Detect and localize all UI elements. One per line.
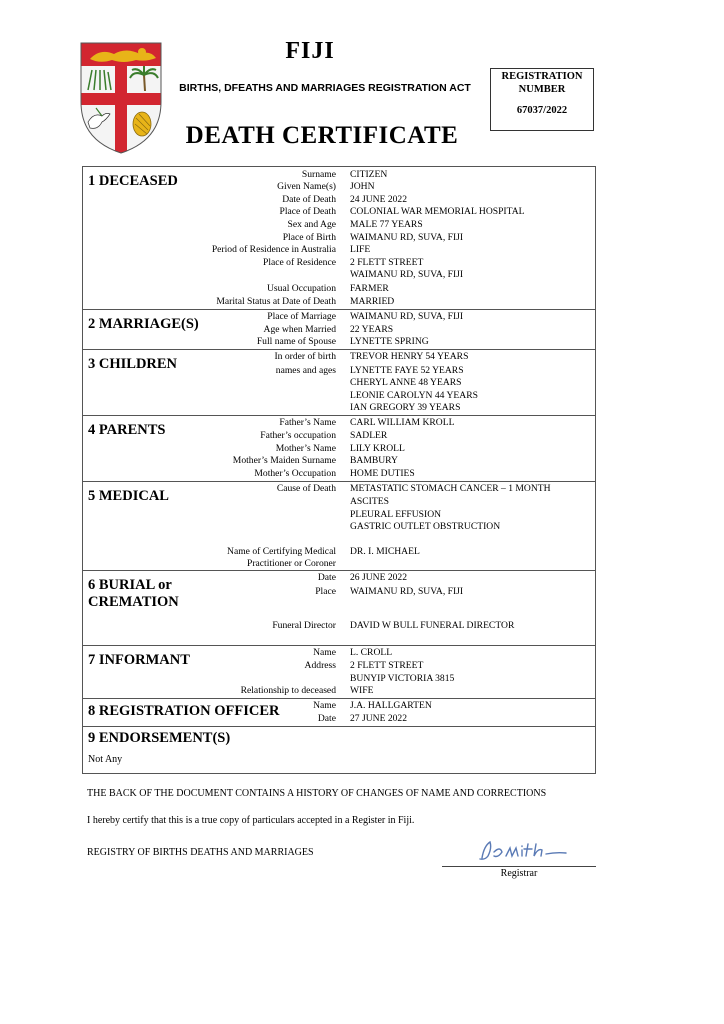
- field-label: Practitioner or Coroner: [247, 558, 336, 570]
- registration-label-line1: REGISTRATION: [501, 71, 583, 82]
- field-label: Father’s occupation: [260, 430, 336, 441]
- section-endorsements: [83, 727, 595, 773]
- field-value: FARMER: [350, 283, 389, 294]
- field-value: METASTATIC STOMACH CANCER – 1 MONTH: [350, 483, 551, 494]
- field-label: Place of Residence: [263, 256, 336, 268]
- field-label: Name: [313, 647, 336, 658]
- field-label: Surname: [301, 168, 336, 180]
- field-value: GASTRIC OUTLET OBSTRUCTION: [350, 521, 501, 533]
- field-label: Age when Married: [263, 323, 336, 335]
- field-label: Place of Marriage: [267, 311, 336, 322]
- certification-statement: I hereby certify that this is a true copy of particulars accepted in a Register in Fiji.: [87, 815, 415, 826]
- field-label: Mother’s Occupation: [254, 467, 336, 479]
- field-value: SADLER: [350, 430, 388, 441]
- field-label: Date of Death: [282, 193, 336, 205]
- field-label: Name of Certifying Medical: [227, 546, 336, 558]
- field-value: MALE 77 YEARS: [350, 218, 423, 230]
- field-label: Marital Status at Date of Death: [216, 295, 336, 307]
- registrar-signature: [470, 838, 570, 864]
- section-medical: [83, 482, 595, 571]
- section-heading-line1: 6 BURIAL or: [88, 577, 172, 593]
- field-label: Father’s Name: [279, 417, 336, 428]
- field-value: WIFE: [350, 685, 374, 697]
- field-value: J.A. HALLGARTEN: [350, 700, 432, 711]
- field-value: IAN GREGORY 39 YEARS: [350, 402, 461, 414]
- field-label: In order of birth: [274, 351, 336, 362]
- field-label: Date: [317, 712, 336, 724]
- field-value: WAIMANU RD, SUVA, FIJI: [350, 585, 464, 597]
- registration-number-box: [490, 68, 594, 131]
- field-value: LYNETTE SPRING: [350, 336, 429, 348]
- field-value: DAVID W BULL FUNERAL DIRECTOR: [350, 619, 515, 631]
- field-value: CITIZEN: [350, 168, 388, 180]
- field-value: L. CROLL: [350, 647, 393, 658]
- corrections-notice: THE BACK OF THE DOCUMENT CONTAINS A HISTORY OF CHANGES OF NAME AND CORRECTIONS: [87, 788, 547, 799]
- field-value: DR. I. MICHAEL: [350, 546, 420, 558]
- section-heading: 7 INFORMANT: [88, 652, 190, 668]
- field-value: LILY KROLL: [350, 442, 405, 454]
- section-heading-line2: CREMATION: [88, 594, 179, 610]
- certificate-table: [82, 166, 596, 774]
- field-label: Cause of Death: [276, 483, 336, 494]
- field-value: 2 FLETT STREET: [350, 256, 424, 268]
- field-label: Sex and Age: [287, 218, 336, 230]
- section-marriage: [83, 310, 595, 350]
- field-value: ASCITES: [350, 496, 389, 507]
- field-label: Name: [313, 700, 336, 711]
- field-label: Usual Occupation: [266, 283, 336, 294]
- section-heading: 3 CHILDREN: [88, 356, 178, 372]
- section-heading: 4 PARENTS: [88, 422, 166, 438]
- section-parents: [83, 416, 595, 482]
- section-registration-officer: [83, 699, 595, 727]
- field-label: Place of Death: [279, 206, 336, 218]
- field-value: COLONIAL WAR MEMORIAL HOSPITAL: [350, 206, 525, 218]
- field-value: BUNYIP VICTORIA 3815: [350, 672, 455, 684]
- field-label: Relationship to deceased: [240, 685, 336, 697]
- field-value: LYNETTE FAYE 52 YEARS: [350, 364, 464, 376]
- field-label: Given Name(s): [277, 181, 336, 193]
- field-value: MARRIED: [350, 295, 395, 307]
- section-heading: 2 MARRIAGE(S): [88, 316, 199, 332]
- fiji-coat-of-arms-logo: [80, 42, 162, 154]
- field-value: LEONIE CAROLYN 44 YEARS: [350, 389, 478, 401]
- signature-line: [442, 866, 596, 867]
- section-informant: [83, 646, 595, 699]
- section-heading: 1 DECEASED: [88, 173, 178, 189]
- field-value: 2 FLETT STREET: [350, 660, 424, 671]
- field-value: CHERYL ANNE 48 YEARS: [350, 377, 462, 389]
- document-title: DEATH CERTIFICATE: [185, 122, 459, 149]
- field-value: 27 JUNE 2022: [350, 712, 408, 724]
- registrar-title: Registrar: [500, 868, 538, 879]
- field-label: Address: [304, 660, 336, 671]
- country-title: FIJI: [285, 38, 335, 64]
- field-value: 24 JUNE 2022: [350, 193, 408, 205]
- field-label: Period of Residence in Australia: [211, 244, 336, 256]
- field-value: CARL WILLIAM KROLL: [350, 417, 455, 428]
- field-value: HOME DUTIES: [350, 467, 415, 479]
- field-value: PLEURAL EFFUSION: [350, 508, 442, 520]
- field-value: 26 JUNE 2022: [350, 572, 408, 583]
- field-value: JOHN: [350, 181, 375, 193]
- endorsement-text: Not Any: [88, 754, 123, 765]
- section-heading: 5 MEDICAL: [88, 488, 169, 504]
- field-value: BAMBURY: [350, 455, 398, 467]
- field-label: Place: [315, 585, 336, 597]
- act-title: BIRTHS, DFEATHS AND MARRIAGES REGISTRATION ACT: [179, 82, 471, 94]
- field-label: Full name of Spouse: [256, 336, 336, 348]
- field-label: Place of Birth: [282, 231, 336, 243]
- registry-name: REGISTRY OF BIRTHS DEATHS AND MARRIAGES: [87, 847, 314, 858]
- registration-number: 67037/2022: [516, 105, 568, 116]
- field-value: LIFE: [350, 244, 371, 256]
- field-value: TREVOR HENRY 54 YEARS: [350, 351, 469, 362]
- field-label: names and ages: [275, 364, 336, 376]
- field-value: 22 YEARS: [350, 323, 394, 335]
- field-label: Funeral Director: [272, 619, 336, 631]
- section-children: [83, 350, 595, 416]
- section-heading: 8 REGISTRATION OFFICER: [88, 703, 280, 719]
- registration-label-line2: NUMBER: [518, 84, 566, 95]
- field-label: Mother’s Name: [275, 442, 336, 454]
- section-deceased: [83, 167, 595, 310]
- field-value: WAIMANU RD, SUVA, FIJI: [350, 231, 464, 243]
- field-label: Date: [317, 572, 336, 583]
- field-value: WAIMANU RD, SUVA, FIJI: [350, 269, 464, 281]
- field-label: Mother’s Maiden Surname: [232, 455, 336, 467]
- section-burial: [83, 571, 595, 646]
- field-value: WAIMANU RD, SUVA, FIJI: [350, 311, 464, 322]
- section-heading: 9 ENDORSEMENT(S): [88, 730, 231, 746]
